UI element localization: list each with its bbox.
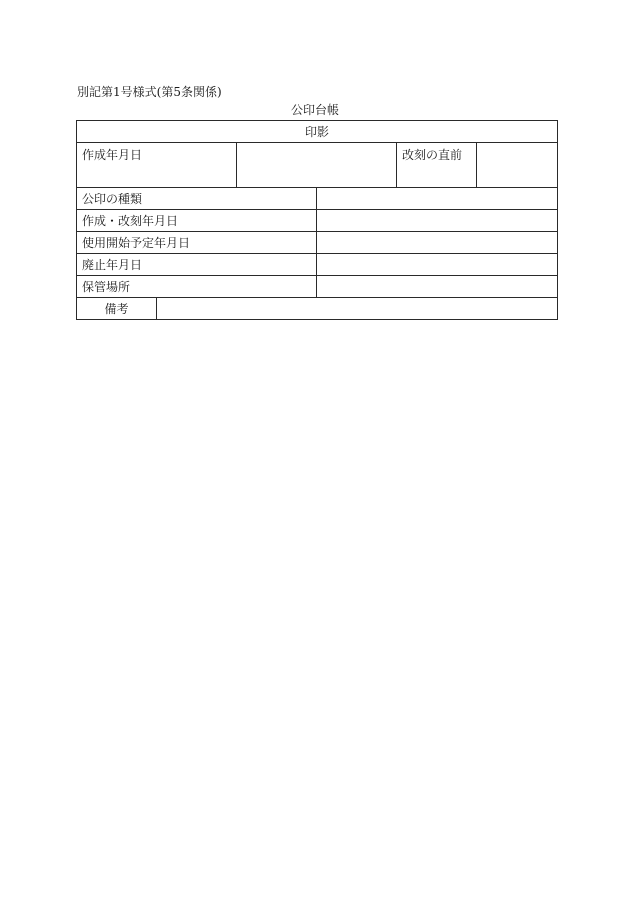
- seal-type-label: 公印の種類: [77, 188, 317, 210]
- creation-date-label: 作成年月日: [77, 143, 237, 188]
- table-row: [77, 210, 558, 232]
- table-row: [77, 276, 558, 298]
- remarks-row: [77, 298, 558, 320]
- table-row: [77, 254, 558, 276]
- revision-before-label: 改刻の直前: [397, 143, 477, 188]
- creation-revision-date-label: 作成・改刻年月日: [77, 210, 317, 232]
- storage-location-label: 保管場所: [77, 276, 317, 298]
- creation-revision-date-value[interactable]: [317, 210, 558, 232]
- seal-ledger-table: [76, 120, 558, 320]
- creation-date-row: [77, 143, 558, 188]
- seal-impression-label: 印影: [77, 121, 558, 143]
- remarks-label: 備考: [77, 298, 157, 320]
- planned-start-date-label: 使用開始予定年月日: [77, 232, 317, 254]
- abolition-date-value[interactable]: [317, 254, 558, 276]
- revision-before-value[interactable]: [477, 143, 558, 188]
- planned-start-date-value[interactable]: [317, 232, 558, 254]
- document-title: 公印台帳: [290, 103, 339, 117]
- seal-type-value[interactable]: [317, 188, 558, 210]
- table-row: [77, 188, 558, 210]
- creation-date-value[interactable]: [237, 143, 397, 188]
- remarks-value[interactable]: [157, 298, 558, 320]
- table-row: [77, 232, 558, 254]
- storage-location-value[interactable]: [317, 276, 558, 298]
- abolition-date-label: 廃止年月日: [77, 254, 317, 276]
- seal-impression-row: [77, 121, 558, 143]
- form-number: 別記第1号様式(第5条関係): [77, 85, 222, 99]
